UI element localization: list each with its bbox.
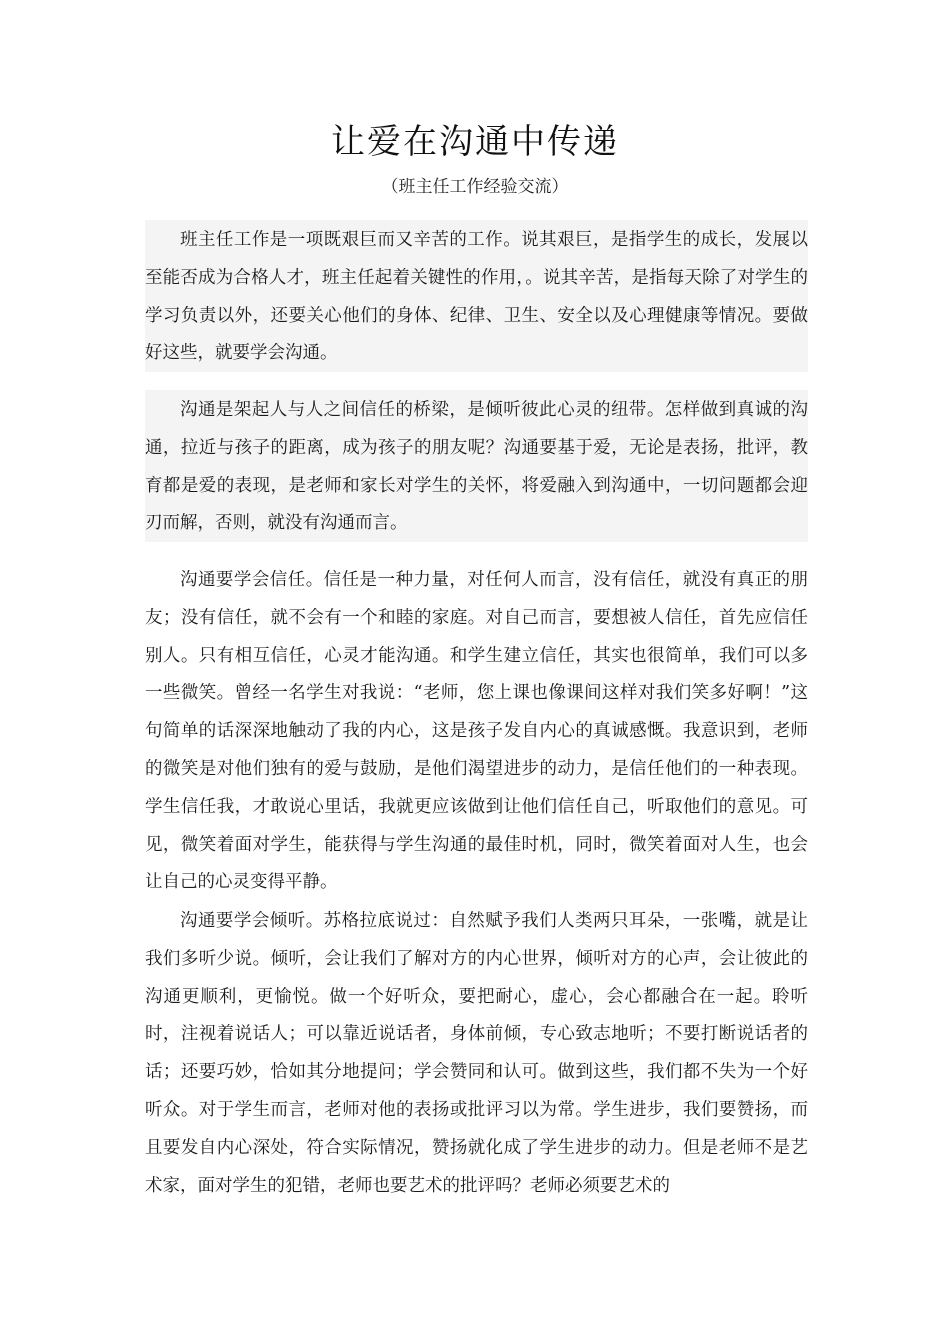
paragraph-1: 班主任工作是一项既艰巨而又辛苦的工作。说其艰巨，是指学生的成长，发展以至能否成为合格人才，班主任起着关键性的作用，。说其辛苦，是指每天除了对学生的学习负责以外，还要关心他们的身体、纪律、卫生、安全以及心理健康等情况。要做好这些，就要学会沟通。 (145, 230, 808, 364)
paragraph-2: 沟通是架起人与人之间信任的桥梁，是倾听彼此心灵的纽带。怎样做到真诚的沟通，拉近与孩子的距离，成为孩子的朋友呢？沟通要基于爱，无论是表扬，批评，教育都是爱的表现，是老师和家长对学生的关怀，将爱融入到沟通中，一切问题都会迎刃而解，否则，就没有沟通而言。 (145, 400, 808, 534)
paragraph-3: 沟通要学会信任。信任是一种力量，对任何人而言，没有信任，就没有真正的朋友；没有信任，就不会有一个和睦的家庭。对自己而言，要想被人信任，首先应信任别人。只有相互信任，心灵才能沟通。和学生建立信任，其实也很简单，我们可以多一些微笑。曾经一名学生对我说：“老师，您上课也像课间这样对我们笑多好啊！”这句简单的话深深地触动了我的内心，这是孩子发自内心的真诚感慨。我意识到，老师的微笑是对他们独有的爱与鼓励，是他们渴望进步的动力，是信任他们的一种表现。学生信任我，才敢说心里话，我就更应该做到让他们信任自己，听取他们的意见。可见，微笑着面对学生，能获得与学生沟通的最佳时机，同时，微笑着面对人生，也会让自己的心灵变得平静。 (145, 570, 808, 893)
paragraph-4: 沟通要学会倾听。苏格拉底说过：自然赋予我们人类两只耳朵，一张嘴，就是让我们多听少说。倾听，会让我们了解对方的内心世界，倾听对方的心声，会让彼此的沟通更顺利，更愉悦。做一个好听众，要把耐心，虚心，会心都融合在一起。聆听时，注视着说话人；可以靠近说话者，身体前倾，专心致志地听；不要打断说话者的话；还要巧妙，恰如其分地提问；学会赞同和认可。做到这些，我们都不失为一个好听众。对于学生而言，老师对他的表扬或批评习以为常。学生进步，我们要赞扬，而且要发自内心深处，符合实际情况，赞扬就化成了学生进步的动力。但是老师不是艺术家，面对学生的犯错，老师也要艺术的批评吗？老师必须要艺术的 (145, 911, 808, 1196)
page-subtitle: （班主任工作经验交流） (381, 177, 569, 197)
page-title: 让爱在沟通中传递 (331, 122, 619, 162)
